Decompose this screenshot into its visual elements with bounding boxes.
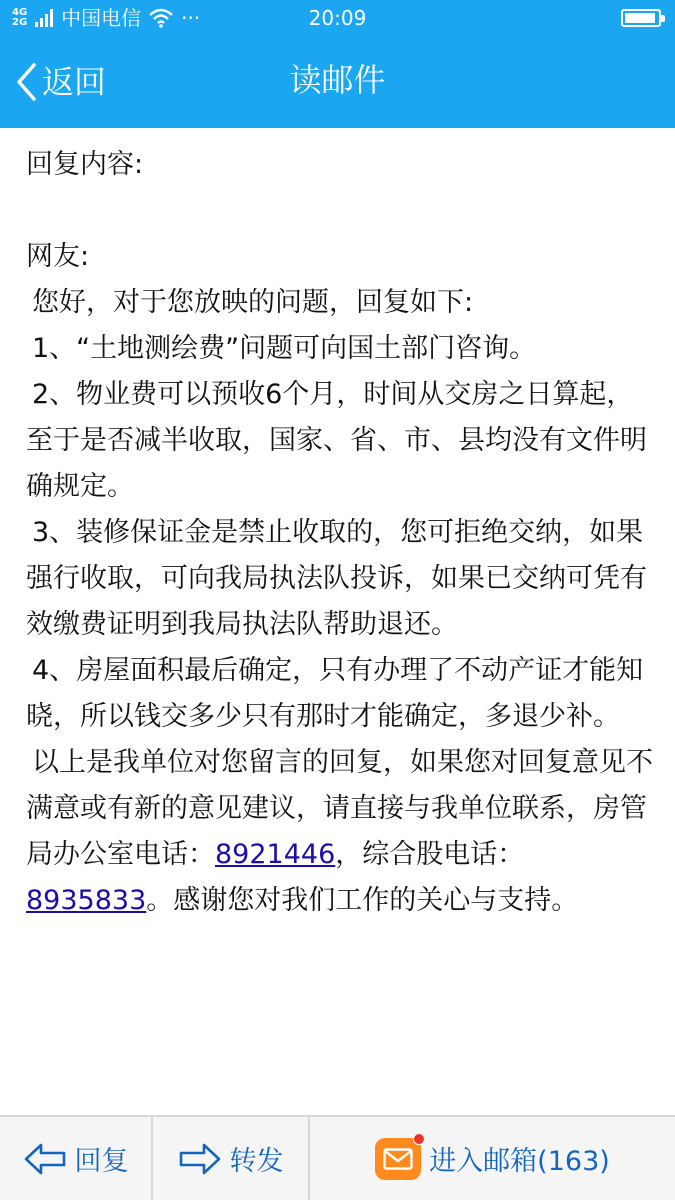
- office-phone-link[interactable]: 8921446: [215, 839, 336, 870]
- reply-button[interactable]: [0, 1117, 153, 1200]
- app-header: [0, 0, 675, 128]
- page-title: 读邮件: [289, 61, 386, 99]
- network-type-top: 4G: [12, 7, 28, 18]
- more-notifications-icon: ···: [181, 6, 201, 30]
- enter-mailbox-button[interactable]: [310, 1117, 675, 1200]
- closing-text-1: 以上是我单位对您留言的回复，如果您对回复意见不满意或有新的意见建议，请直接与我单位联系，房管局办公室电话：: [26, 747, 653, 870]
- reply-heading: 回复内容:: [26, 149, 144, 180]
- mail-envelope-icon: [375, 1138, 421, 1180]
- battery-icon: [621, 9, 661, 27]
- battery-level: [625, 13, 655, 23]
- intro-paragraph: 您好，对于您放映的问题，回复如下:: [32, 287, 474, 318]
- nav-bar: [0, 36, 675, 128]
- mail-body: [26, 142, 656, 924]
- closing-text-2: ，综合股电话：: [335, 839, 525, 870]
- general-phone-link[interactable]: 8935833: [26, 885, 147, 916]
- closing-paragraph: [26, 740, 656, 924]
- notification-dot: [413, 1133, 425, 1145]
- blank-line: [26, 188, 656, 234]
- carrier-name: 中国电信: [61, 6, 142, 30]
- reply-arrow-icon: [23, 1141, 67, 1177]
- status-time: 20:09: [308, 6, 367, 30]
- forward-button[interactable]: [153, 1117, 310, 1200]
- closing-text-3: 。感谢您对我们工作的关心与支持。: [146, 885, 579, 916]
- item-2: 2、物业费可以预收6个月，时间从交房之日算起，至于是否减半收取，国家、省、市、县均没有文件明确规定。: [26, 379, 647, 502]
- bottom-toolbar: [0, 1115, 675, 1200]
- item-4: 4、房屋面积最后确定，只有办理了不动产证才能知晓，所以钱交多少只有那时才能确定，多退少补。: [26, 655, 644, 732]
- reply-label: 回复: [74, 1146, 129, 1177]
- back-label: 返回: [42, 63, 107, 101]
- item-3: 3、装修保证金是禁止收取的，您可拒绝交纳，如果强行收取，可向我局执法队投诉，如果已交纳可凭有效缴费证明到我局执法队帮助退还。: [26, 517, 647, 640]
- back-button[interactable]: [14, 54, 106, 110]
- network-type-bottom: 2G: [12, 17, 28, 28]
- chevron-left-icon: [14, 62, 38, 102]
- greeting: 网友:: [26, 241, 90, 272]
- item-1: 1、“土地测绘费”问题可向国土部门咨询。: [32, 333, 537, 364]
- status-bar: [0, 0, 675, 36]
- mailbox-label: 进入邮箱(163): [429, 1146, 610, 1177]
- forward-label: 转发: [229, 1146, 284, 1177]
- forward-arrow-icon: [178, 1141, 222, 1177]
